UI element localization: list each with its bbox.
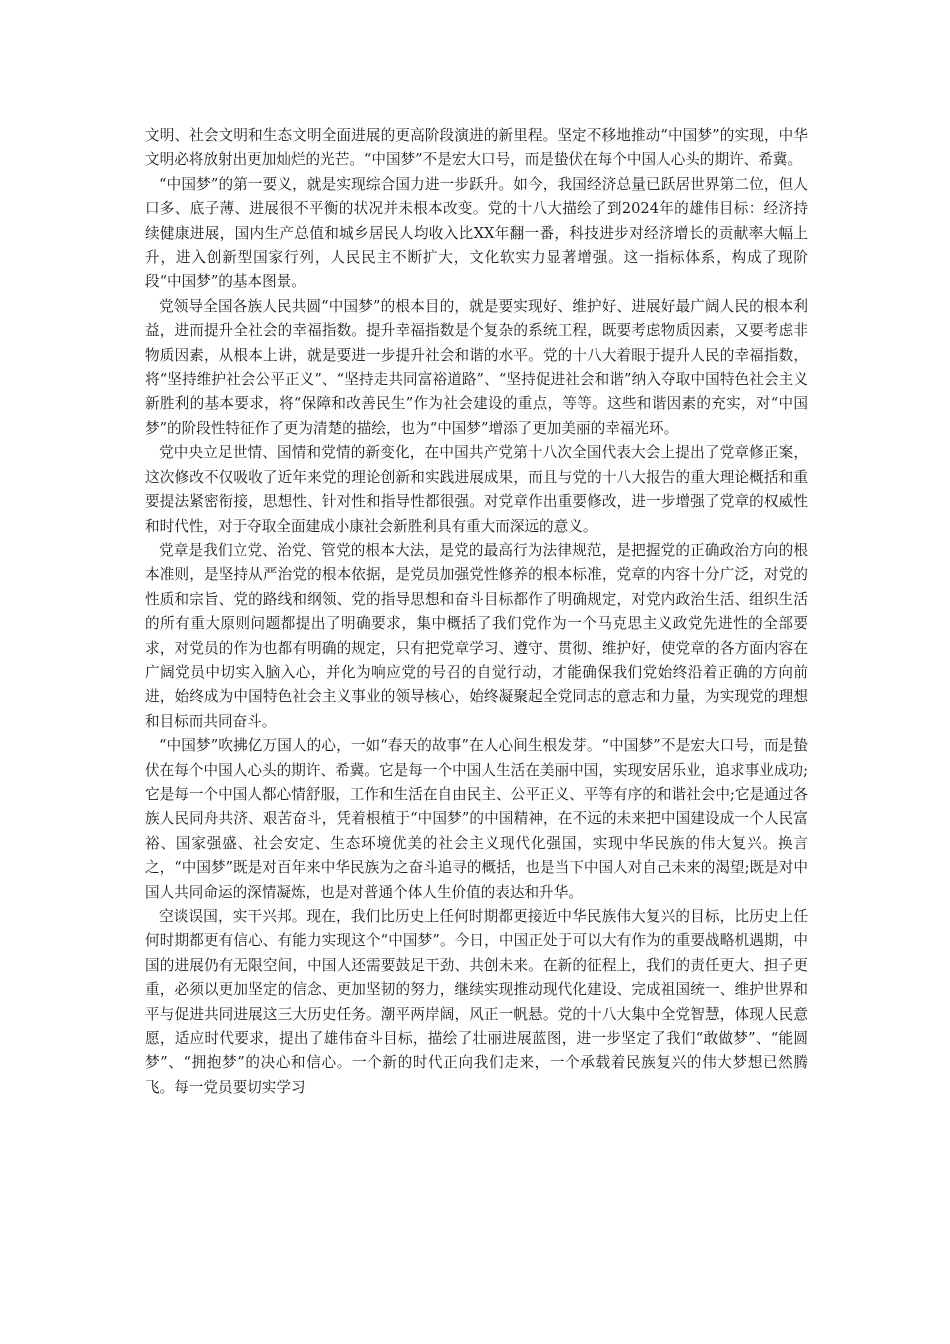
paragraph-4: 党中央立足世情、国情和党情的新变化，在中国共产党第十八次全国代表大会上提出了党章修正案，这次修改不仅吸收了近年来党的理论创新和实践进展成果，而且与党的十八大报告的重大理论概括和重要提法紧密衔接，思想性、针对性和指导性都很强。对党章作出重要修改，进一步增强了党章的权威性和时代性，对于夺取全面建成小康社会新胜利具有重大而深远的意义。 [145, 444, 808, 535]
paragraph-6: “中国梦”吹拂亿万国人的心，一如“春天的故事”在人心间生根发芽。“中国梦”不是宏大口号，而是蛰伏在每个中国人心头的期许、希冀。它是每一个中国人生活在美丽中国，实现安居乐业，追求事业成功;它是每一个中国人都心情舒服，工作和生活在自由民主、公平正义、平等有序的和谐社会中;它是通过各族人民同舟共济、艰苦奋斗，凭着根植于“中国梦”的中国精神，在不远的未来把中国建设成一个人民富裕、国家强盛、社会安定、生态环境优美的社会主义现代化强国，实现中华民族的伟大复兴。换言之，“中国梦”既是对百年来中华民族为之奋斗追寻的概括，也是当下中国人对自己未来的渴望;既是对中国人共同命运的深情凝炼，也是对普通个体人生价值的表达和升华。 [145, 737, 808, 901]
paragraph-5: 党章是我们立党、治党、管党的根本大法，是党的最高行为法律规范，是把握党的正确政治方向的根本准则，是坚持从严治党的根本依据，是党员加强党性修养的根本标准，党章的内容十分广泛，对党的性质和宗旨、党的路线和纲领、党的指导思想和奋斗目标都作了明确规定，对党内政治生活、组织生活的所有重大原则问题都提出了明确要求，集中概括了我们党作为一个马克思主义政党先进性的全部要求，对党员的作为也都有明确的规定，只有把党章学习、遵守、贯彻、维护好，使党章的各方面内容在广阔党员中切实入脑入心，并化为响应党的号召的自觉行动，才能确保我们党始终沿着正确的方向前进，始终成为中国特色社会主义事业的领导核心，始终凝聚起全党同志的意志和力量，为实现党的理想和目标而共同奋斗。 [145, 541, 808, 730]
paragraph-2: “中国梦”的第一要义，就是实现综合国力进一步跃升。如今，我国经济总量已跃居世界第二位，但人口多、底子薄、进展很不平衡的状况并未根本改变。党的十八大描绘了到2024年的雄伟目标：经济持续健康进展，国内生产总值和城乡居民人均收入比XX年翻一番，科技进步对经济增长的贡献率大幅上升，进入创新型国家行列，人民民主不断扩大，文化软实力显著增强。这一指标体系，构成了现阶段“中国梦”的基本图景。 [145, 175, 808, 291]
paragraph-3: 党领导全国各族人民共圆“中国梦”的根本目的，就是要实现好、维护好、进展好最广阔人民的根本利益，进而提升全社会的幸福指数。提升幸福指数是个复杂的系统工程，既要考虑物质因素，又要考虑非物质因素，从根本上讲，就是要进一步提升社会和谐的水平。党的十八大着眼于提升人民的幸福指数，将“坚持维护社会公平正义”、“坚持走共同富裕道路”、“坚持促进社会和谐”纳入夺取中国特色社会主义新胜利的基本要求，将“保障和改善民生”作为社会建设的重点，等等。这些和谐因素的充实，对“中国梦”的阶段性特征作了更为清楚的描绘，也为“中国梦”增添了更加美丽的幸福光环。 [145, 297, 808, 437]
paragraph-1: 文明、社会文明和生态文明全面进展的更高阶段演进的新里程。坚定不移地推动“中国梦”的实现，中华文明必将放射出更加灿烂的光芒。“中国梦”不是宏大口号，而是蛰伏在每个中国人心头的期许、希冀。 [145, 127, 808, 169]
paragraph-7: 空谈误国，实干兴邦。现在，我们比历史上任何时期都更接近中华民族伟大复兴的目标，比历史上任何时期都更有信心、有能力实现这个“中国梦”。今日，中国正处于可以大有作为的重要战略机遇期，中国的进展仍有无限空间，中国人还需要鼓足干劲、共创未来。在新的征程上，我们的责任更大、担子更重，必须以更加坚定的信念、更加坚韧的努力，继续实现推动现代化建设、完成祖国统一、维护世界和平与促进共同进展这三大历史任务。潮平两岸阔，风正一帆悬。党的十八大集中全党智慧，体现人民意愿，适应时代要求，提出了雄伟奋斗目标，描绘了壮丽进展蓝图，进一步坚定了我们“敢做梦”、“能圆梦”、“拥抱梦”的决心和信心。一个新的时代正向我们走来，一个承载着民族复兴的伟大梦想已然腾飞。每一党员要切实学习 [145, 908, 808, 1096]
document-body [145, 124, 808, 1100]
